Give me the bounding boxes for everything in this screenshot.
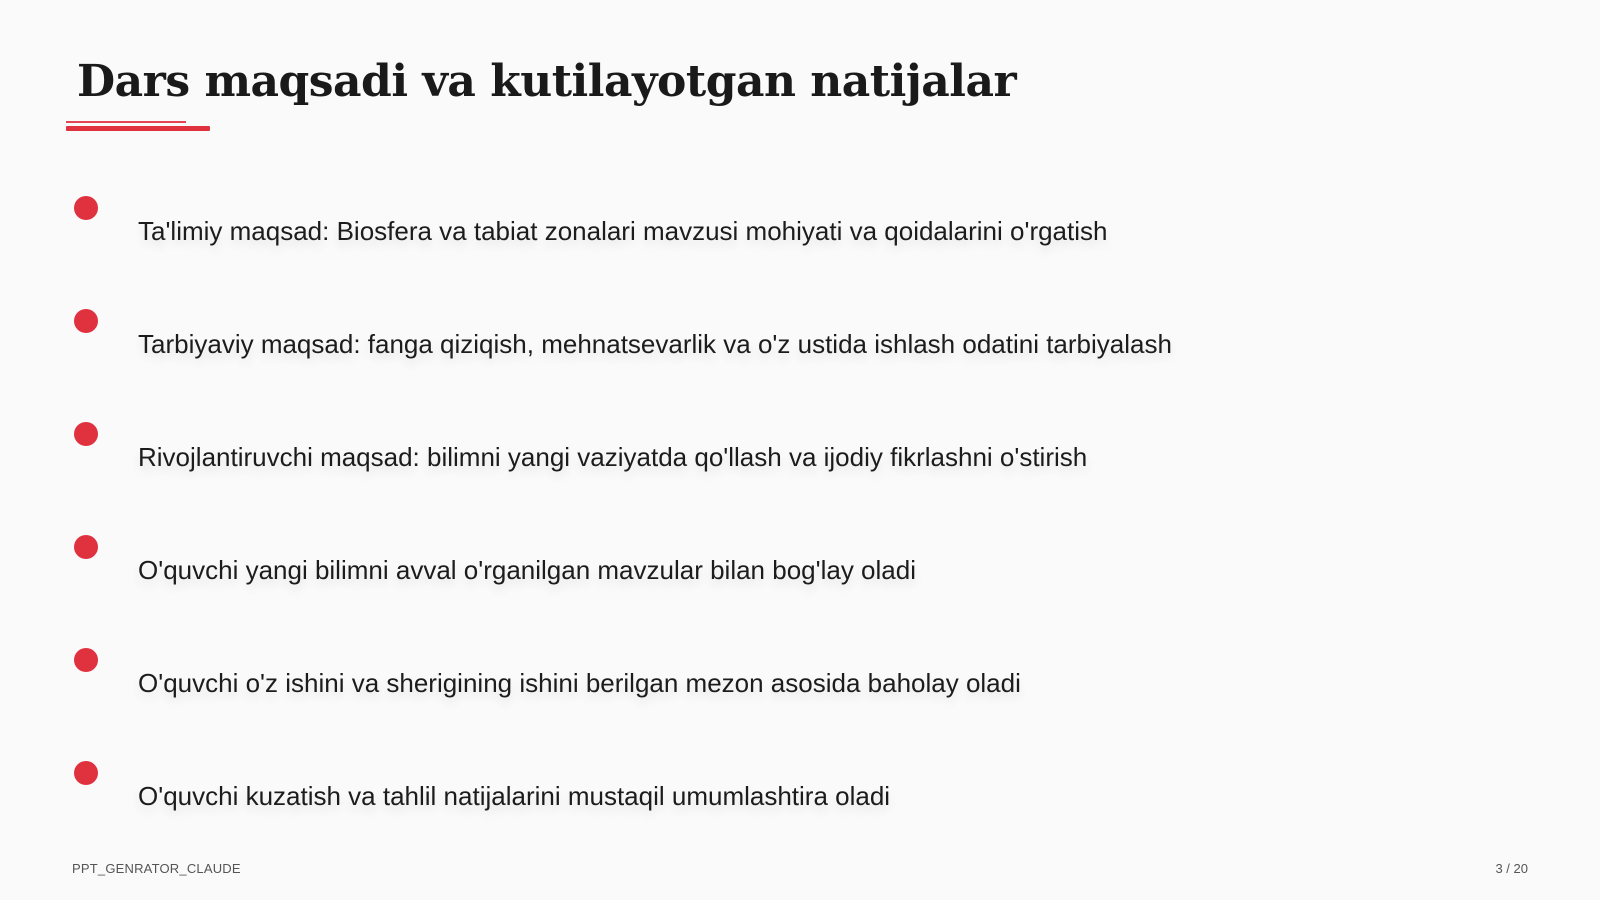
bullet-dot-icon: [74, 648, 98, 672]
bullet-text: O'quvchi o'z ishini va sherigining ishini berilgan mezon asosida baholay oladi: [138, 668, 1021, 698]
bullet-dot-icon: [74, 309, 98, 333]
slide-title: Dars maqsadi va kutilayotgan natijalar: [77, 56, 1017, 107]
list-item: [0, 422, 1600, 492]
list-item: [0, 309, 1600, 379]
bullet-dot-icon: [74, 761, 98, 785]
bullet-dot-icon: [74, 535, 98, 559]
bullet-text: Rivojlantiruvchi maqsad: bilimni yangi vaziyatda qo'llash va ijodiy fikrlashni o'stirish: [138, 442, 1088, 472]
bullet-text: Tarbiyaviy maqsad: fanga qiziqish, mehnatsevarlik va o'z ustida ishlash odatini tarbiyalash: [138, 329, 1172, 359]
bullet-dot-icon: [74, 196, 98, 220]
footer-source-label: PPT_GENRATOR_CLAUDE: [72, 861, 241, 876]
bullet-text: O'quvchi yangi bilimni avval o'rganilgan mavzular bilan bog'lay oladi: [138, 555, 916, 585]
page-number: 3 / 20: [1495, 861, 1528, 876]
bullet-text: O'quvchi kuzatish va tahlil natijalarini mustaqil umumlashtira oladi: [138, 781, 891, 811]
bullet-dot-icon: [74, 422, 98, 446]
list-item: [0, 196, 1600, 266]
list-item: [0, 761, 1600, 831]
bullet-text: Ta'limiy maqsad: Biosfera va tabiat zonalari mavzusi mohiyati va qoidalarini o'rgatish: [138, 216, 1108, 246]
list-item: [0, 535, 1600, 605]
list-item: [0, 648, 1600, 718]
